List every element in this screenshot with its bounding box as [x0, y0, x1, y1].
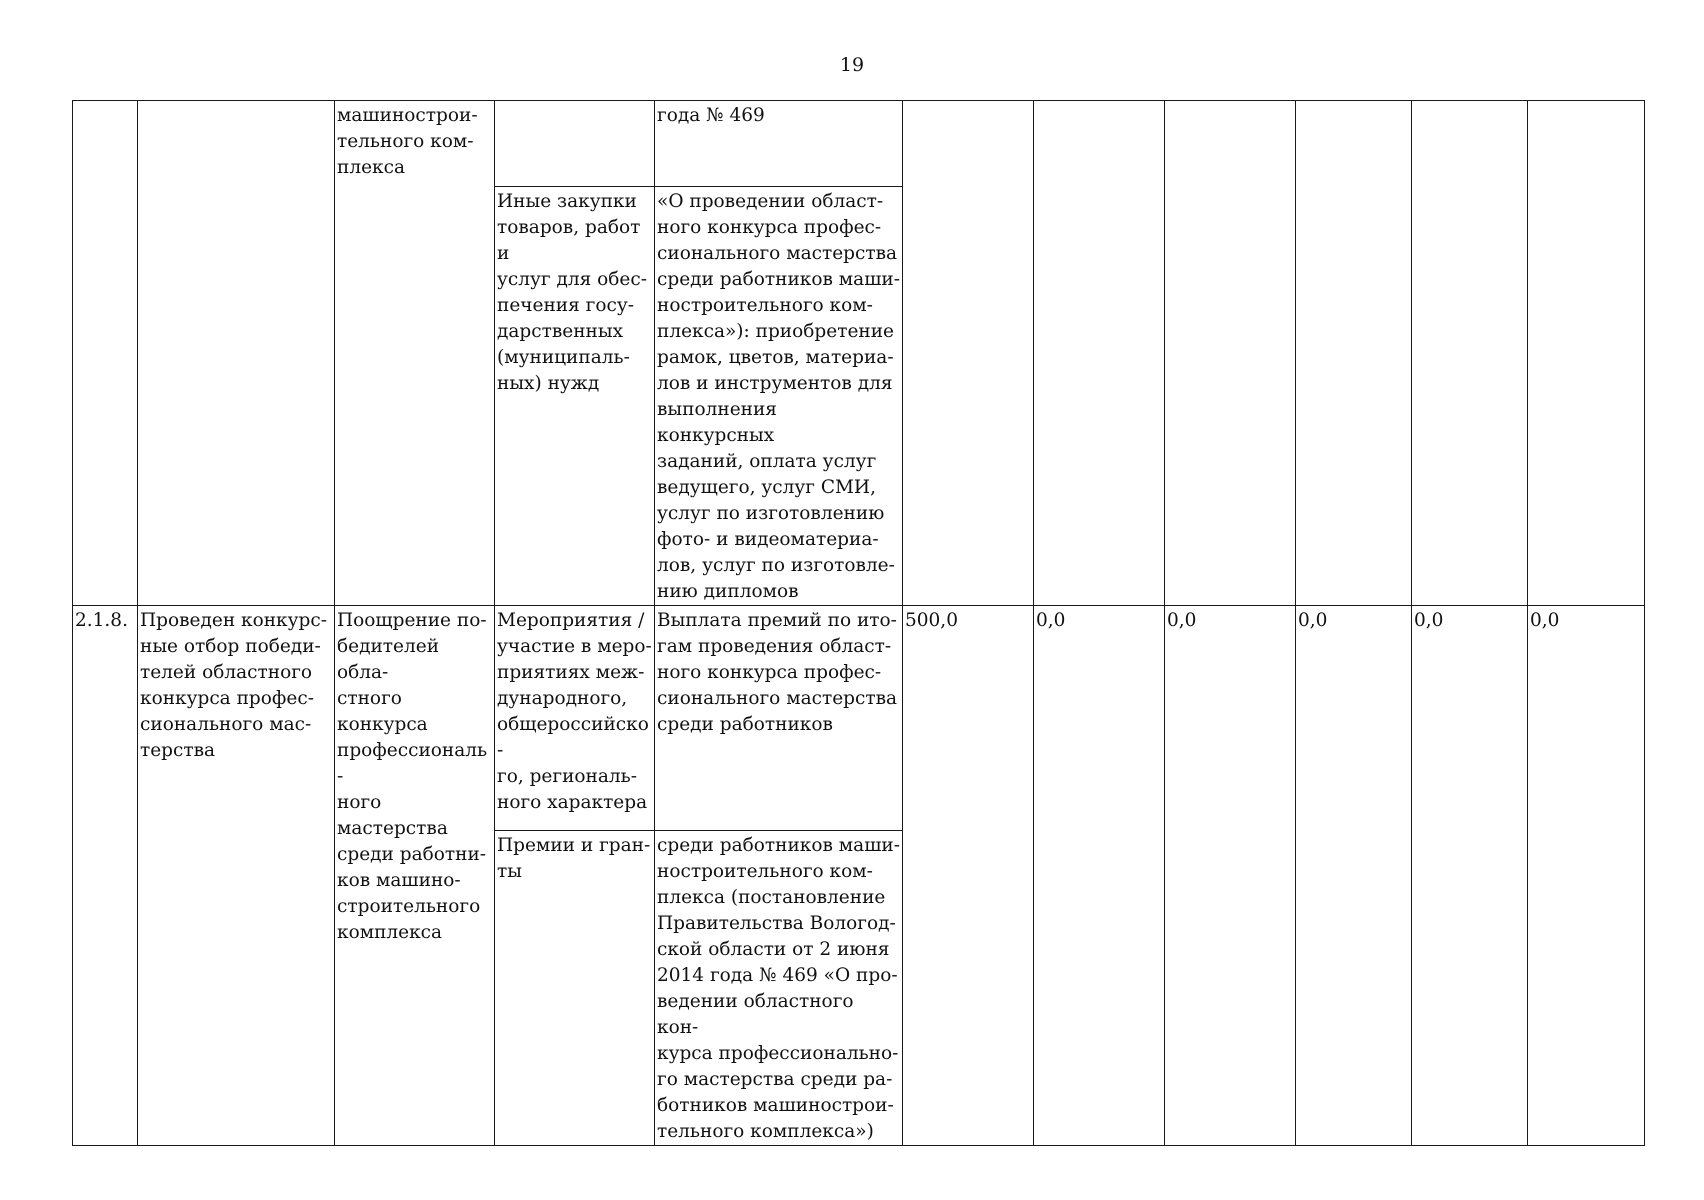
cell-value-continued-6 [1528, 101, 1645, 606]
table-row [73, 101, 1645, 187]
page-number: 19 [839, 54, 865, 76]
cell-value-4: 0,0 [1296, 606, 1412, 1146]
cell-value-continued-4 [1296, 101, 1412, 606]
cell-description-2: среди работников маши- ностроительного ком- плекса (постановление Правительства Вологод- ской области от 2 июня 2014 года № 469 «О про- ведении областного кон- курса профессионально- го мастерства среди ра- ботников машинострои- тельного комплекса») [655, 831, 903, 1146]
cell-type-continued-2: Иные закупки товаров, работ и услуг для обес- печения госу- дарственных (муниципаль- ных) нужд [495, 187, 655, 606]
cell-description-continued-2: «О проведении област- ного конкурса профес- сионального мастерства среди работников маши- ностроительного ком- плекса»): приобретение рамок, цветов, материа- лов и инструментов для выполнения конкурсных заданий, оплата услуг ведущего, услуг СМИ, услуг по изготовлению фото- и видеоматериа- лов, услуг по изготовле- нию дипломов [655, 187, 903, 606]
cell-result-continued [138, 101, 335, 606]
cell-measure: Поощрение по- бедителей обла- стного конкурса профессиональ- ного мастерства среди работни- ков машино- строительного комплекса [335, 606, 495, 1146]
cell-type-1: Мероприятия / участие в меро- приятиях меж- дународного, общероссийско- го, региональ- ного характера [495, 606, 655, 831]
table-row [73, 606, 1645, 831]
cell-value-continued-3 [1165, 101, 1296, 606]
program-measures-table [72, 100, 1645, 1146]
cell-measure-continued: машинострои- тельного ком- плекса [335, 101, 495, 606]
cell-description-continued-1: года № 469 [655, 101, 903, 187]
cell-number: 2.1.8. [73, 606, 138, 1146]
cell-value-5: 0,0 [1412, 606, 1528, 1146]
cell-value-continued-5 [1412, 101, 1528, 606]
cell-type-continued-1 [495, 101, 655, 187]
cell-value-3: 0,0 [1165, 606, 1296, 1146]
cell-value-1: 500,0 [903, 606, 1034, 1146]
cell-value-6: 0,0 [1528, 606, 1645, 1146]
cell-value-2: 0,0 [1034, 606, 1165, 1146]
cell-number-continued [73, 101, 138, 606]
cell-type-2: Премии и гран- ты [495, 831, 655, 1146]
cell-result: Проведен конкурс- ные отбор победи- телей областного конкурса профес- сионального мас- терства [138, 606, 335, 1146]
cell-value-continued-1 [903, 101, 1034, 606]
cell-value-continued-2 [1034, 101, 1165, 606]
cell-description-1: Выплата премий по ито- гам проведения област- ного конкурса профес- сионального мастерства среди работников [655, 606, 903, 831]
